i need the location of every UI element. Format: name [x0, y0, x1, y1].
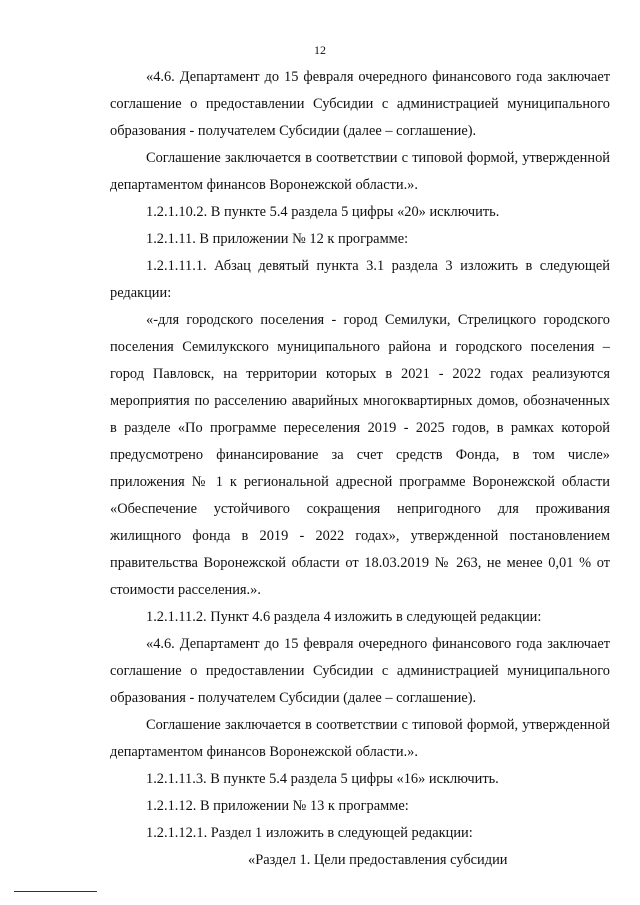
document-body [110, 64, 610, 874]
paragraph: 1.2.1.11.3. В пункте 5.4 раздела 5 цифры «16» исключить. [146, 771, 499, 787]
paragraph: 1.2.1.10.2. В пункте 5.4 раздела 5 цифры «20» исключить. [146, 204, 500, 220]
paragraph: «-для городского поселения - город Семилуки, Стрелицкого городского поселения Семилукского муниципального района и городского поселения – город Павловск, на территории которых в 2021 - 2022 годах реализуются мероприятия по расселению аварийных многоквартирных домов, обозначенных в разделе «По программе переселения 2019 - 2025 годов, в рамках которой предусмотрено финансирование за счет средств Фонда, в том числе» приложения № 1 к региональной адресной программе Воронежской области «Обеспечение устойчивого сокращения непригодного для проживания жилищного фонда в 2019 - 2022 годах», утвержденной постановлением правительства Воронежской области от 18.03.2019 № 263, не менее 0,01 % от стоимости расселения.». [110, 312, 610, 598]
paragraph: «4.6. Департамент до 15 февраля очередного финансового года заключает соглашение о предоставлении Субсидии с администрацией муниципального образования - получателем Субсидии (далее – соглашение). [110, 636, 610, 706]
paragraph: Соглашение заключается в соответствии с типовой формой, утвержденной департаментом финансов Воронежской области.». [110, 150, 610, 193]
paragraph: «4.6. Департамент до 15 февраля очередного финансового года заключает соглашение о предоставлении Субсидии с администрацией муниципального образования - получателем Субсидии (далее – соглашение). [110, 69, 610, 139]
footer-rule [14, 891, 97, 892]
paragraph: Соглашение заключается в соответствии с типовой формой, утвержденной департаментом финансов Воронежской области.». [110, 717, 610, 760]
paragraph: 1.2.1.12. В приложении № 13 к программе: [146, 798, 409, 814]
paragraph: 1.2.1.12.1. Раздел 1 изложить в следующей редакции: [146, 825, 473, 841]
page-number: 12 [314, 43, 326, 57]
section-heading: «Раздел 1. Цели предоставления субсидии [248, 852, 508, 868]
paragraph: 1.2.1.11.1. Абзац девятый пункта 3.1 раздела 3 изложить в следующей редакции: [110, 258, 610, 301]
paragraph: 1.2.1.11.2. Пункт 4.6 раздела 4 изложить в следующей редакции: [146, 609, 542, 625]
paragraph: 1.2.1.11. В приложении № 12 к программе: [146, 231, 409, 247]
